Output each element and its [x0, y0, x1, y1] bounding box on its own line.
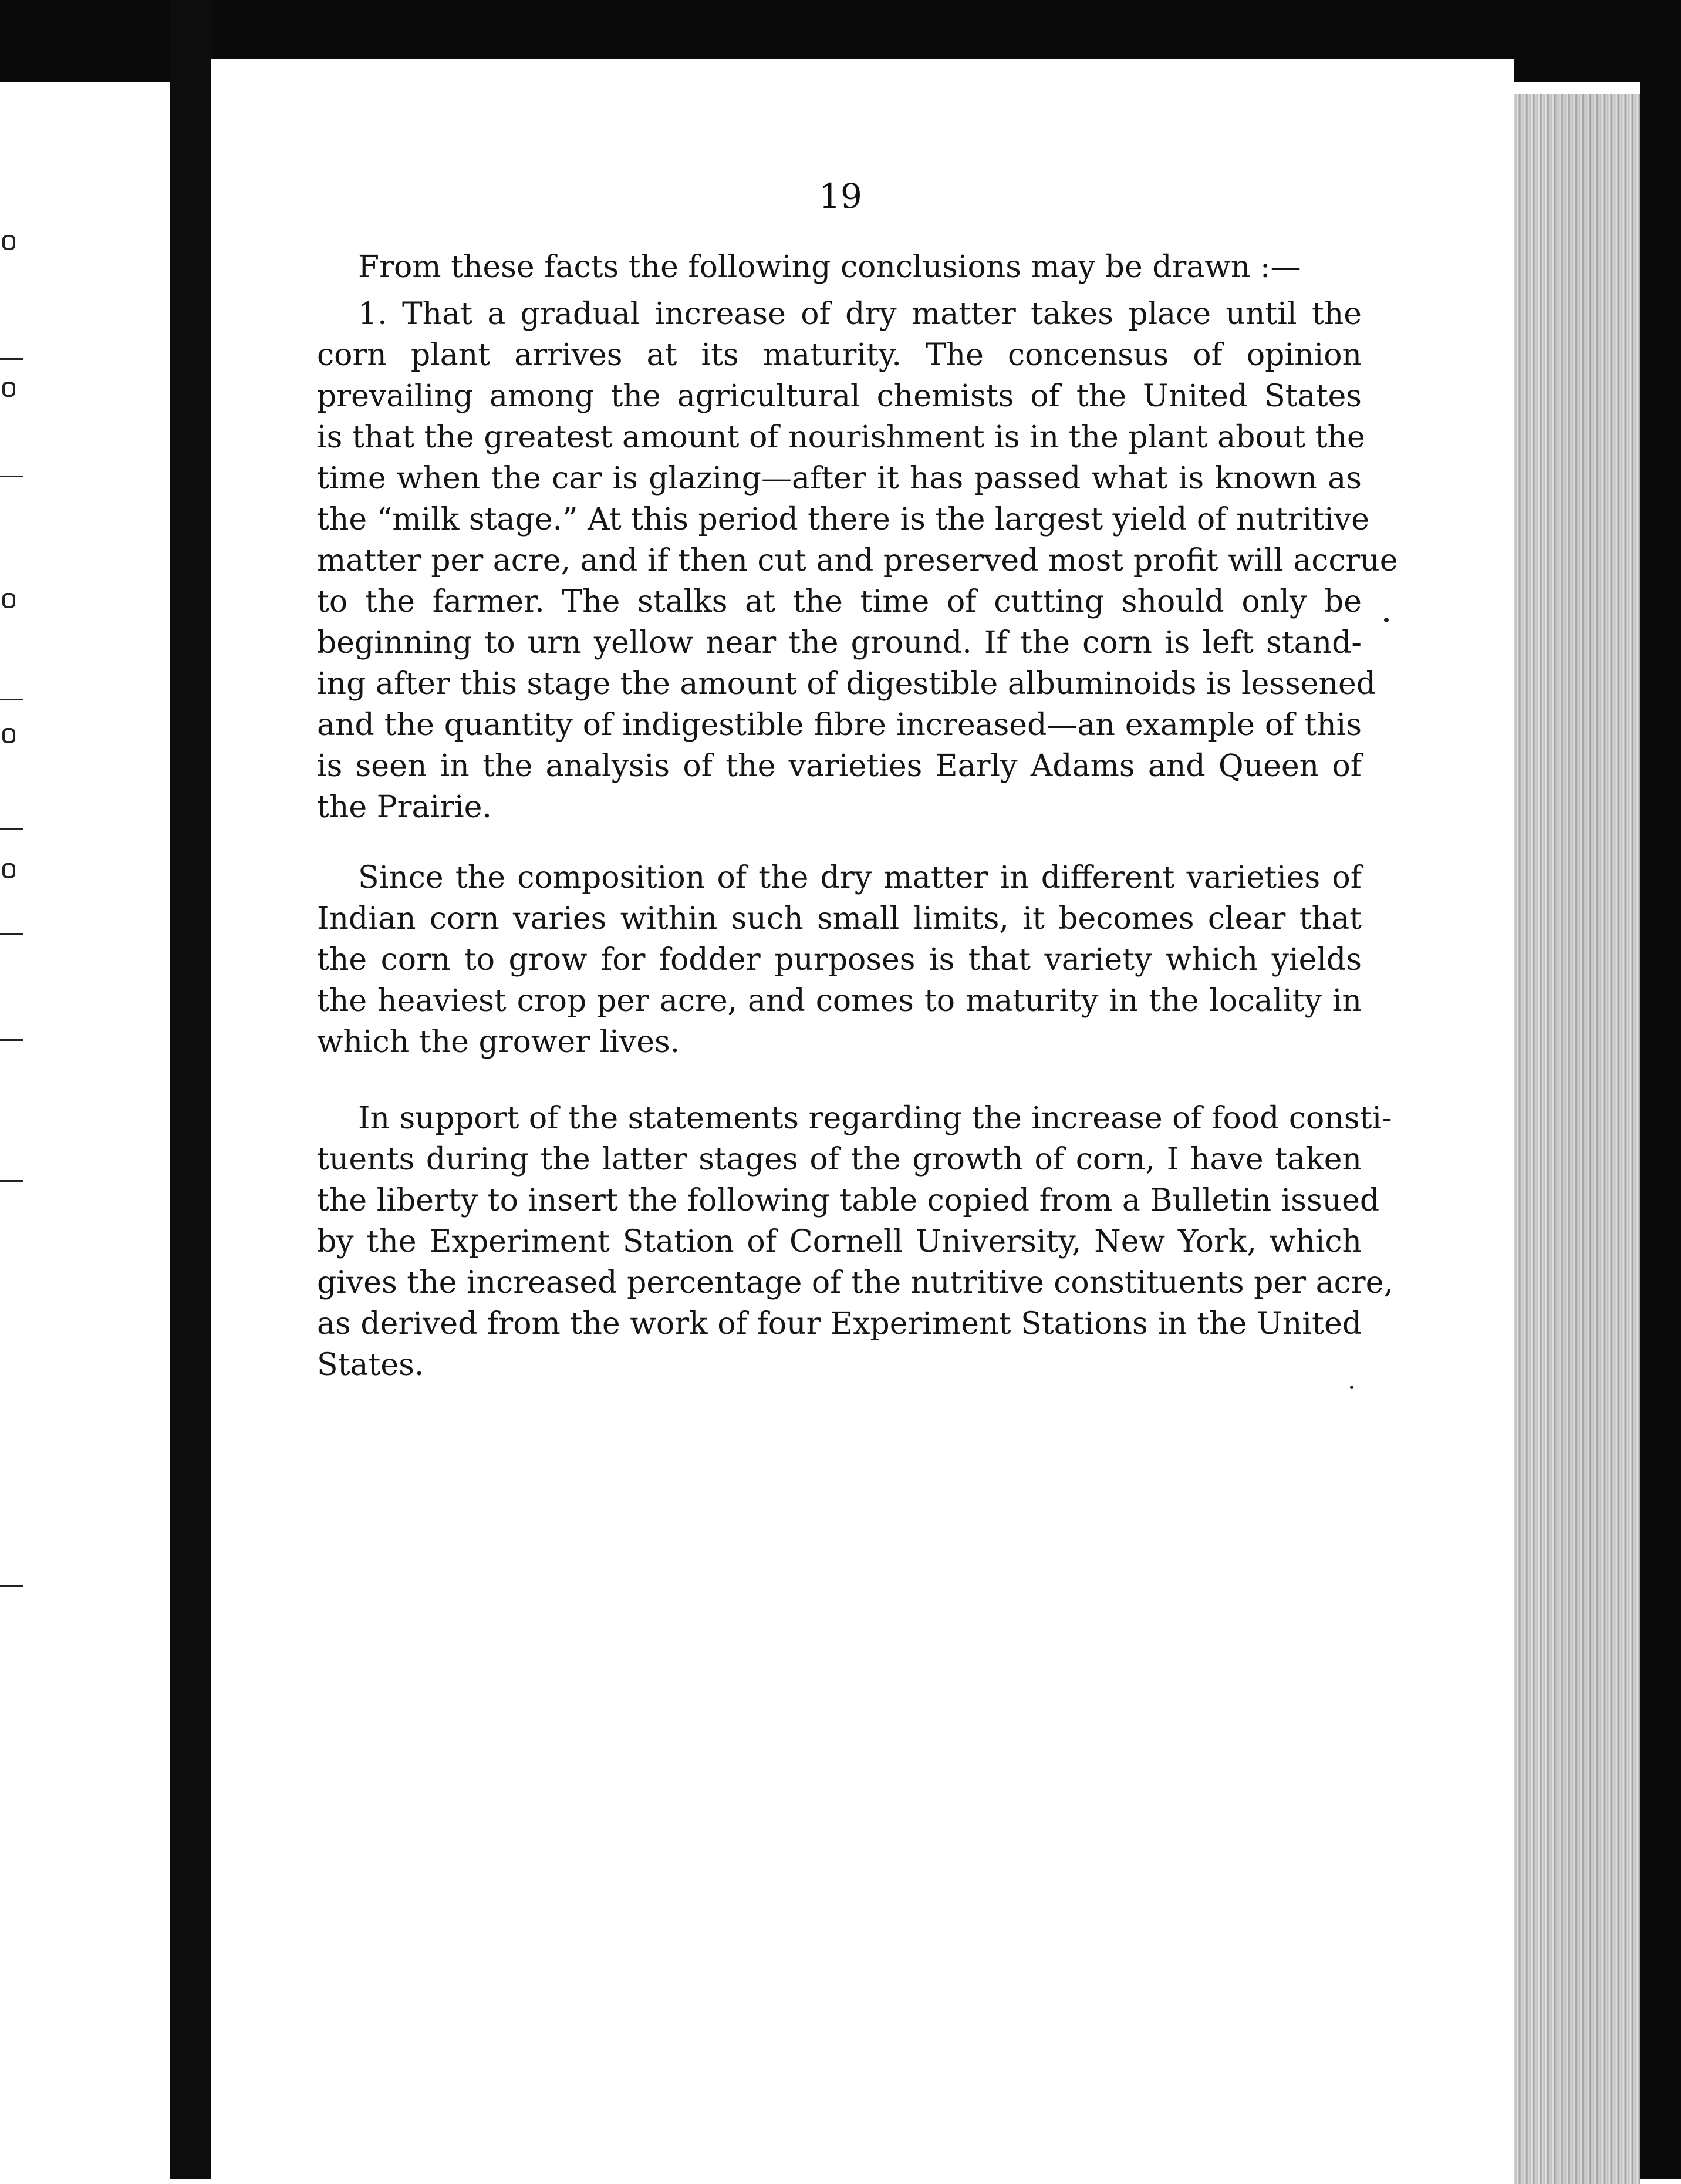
adjacent-page-rule: [0, 1039, 23, 1041]
scan-edge-right: [1640, 0, 1681, 2179]
page-number: 19: [819, 176, 862, 216]
text-line: ing after this stage the amount of digestible albuminoids is lessened: [317, 666, 1376, 702]
adjacent-page-glyph: [2, 382, 15, 397]
adjacent-page-rule: [0, 358, 23, 360]
text-line: the heaviest crop per acre, and comes to maturity in the locality in: [317, 983, 1362, 1019]
adjacent-page-left: [0, 0, 170, 2179]
text-line: 1. That a gradual increase of dry matter takes place until the: [358, 296, 1362, 332]
adjacent-page-rule: [0, 699, 23, 700]
adjacent-page-glyph: [2, 235, 15, 250]
page-edges: [1514, 94, 1640, 2184]
text-line: time when the car is glazing—after it has passed what is known as: [317, 461, 1362, 496]
book-gutter: [170, 0, 211, 2179]
text-line: States.: [317, 1347, 424, 1383]
text-line: which the grower lives.: [317, 1024, 680, 1060]
text-line: Indian corn varies within such small limits, it becomes clear that: [317, 901, 1362, 936]
text-line: and the quantity of indigestible fibre increased—an example of this: [317, 707, 1362, 743]
adjacent-page-rule: [0, 828, 23, 830]
adjacent-page-rule: [0, 1585, 23, 1587]
text-line: as derived from the work of four Experiment Stations in the United: [317, 1306, 1362, 1342]
adjacent-page-glyph: [2, 728, 15, 743]
text-line: the Prairie.: [317, 790, 492, 825]
paragraph-intro: [317, 247, 1362, 288]
speck: [1384, 618, 1389, 622]
text-line: the “milk stage.” At this period there is the largest yield of nutritive: [317, 502, 1370, 537]
text-line: to the farmer. The stalks at the time of cutting should only be: [317, 584, 1362, 619]
text-line: is that the greatest amount of nourishment is in the plant about the: [317, 420, 1365, 455]
speck: [1350, 1386, 1353, 1389]
text-line: is seen in the analysis of the varieties Early Adams and Queen of: [317, 749, 1362, 784]
text-line: prevailing among the agricultural chemists of the United States: [317, 379, 1362, 414]
text-line: beginning to urn yellow near the ground. If the corn is left stand-: [317, 625, 1362, 660]
text-line: matter per acre, and if then cut and preserved most profit will accrue: [317, 543, 1398, 578]
paragraph-varieties: [317, 857, 1362, 1063]
text-line: by the Experiment Station of Cornell University, New York, which: [317, 1224, 1362, 1259]
text-line: tuents during the latter stages of the growth of corn, I have taken: [317, 1142, 1362, 1177]
text-line: gives the increased percentage of the nutritive constituents per acre,: [317, 1265, 1393, 1300]
text-line: In support of the statements regarding the increase of food consti-: [358, 1101, 1392, 1136]
adjacent-page-glyph: [2, 863, 15, 878]
text-line: From these facts the following conclusions may be drawn :—: [358, 250, 1301, 285]
paragraph-support: [317, 1098, 1393, 1386]
adjacent-page-rule: [0, 476, 23, 477]
adjacent-page-rule: [0, 1180, 23, 1182]
text-line: Since the composition of the dry matter in different varieties of: [358, 860, 1362, 895]
text-line: the corn to grow for fodder purposes is that variety which yields: [317, 942, 1362, 978]
text-line: the liberty to insert the following table copied from a Bulletin issued: [317, 1183, 1380, 1218]
adjacent-page-rule: [0, 933, 23, 935]
paragraph-conclusion-1: [317, 294, 1398, 828]
adjacent-page-glyph: [2, 593, 15, 608]
text-line: corn plant arrives at its maturity. The concensus of opinion: [317, 338, 1362, 373]
